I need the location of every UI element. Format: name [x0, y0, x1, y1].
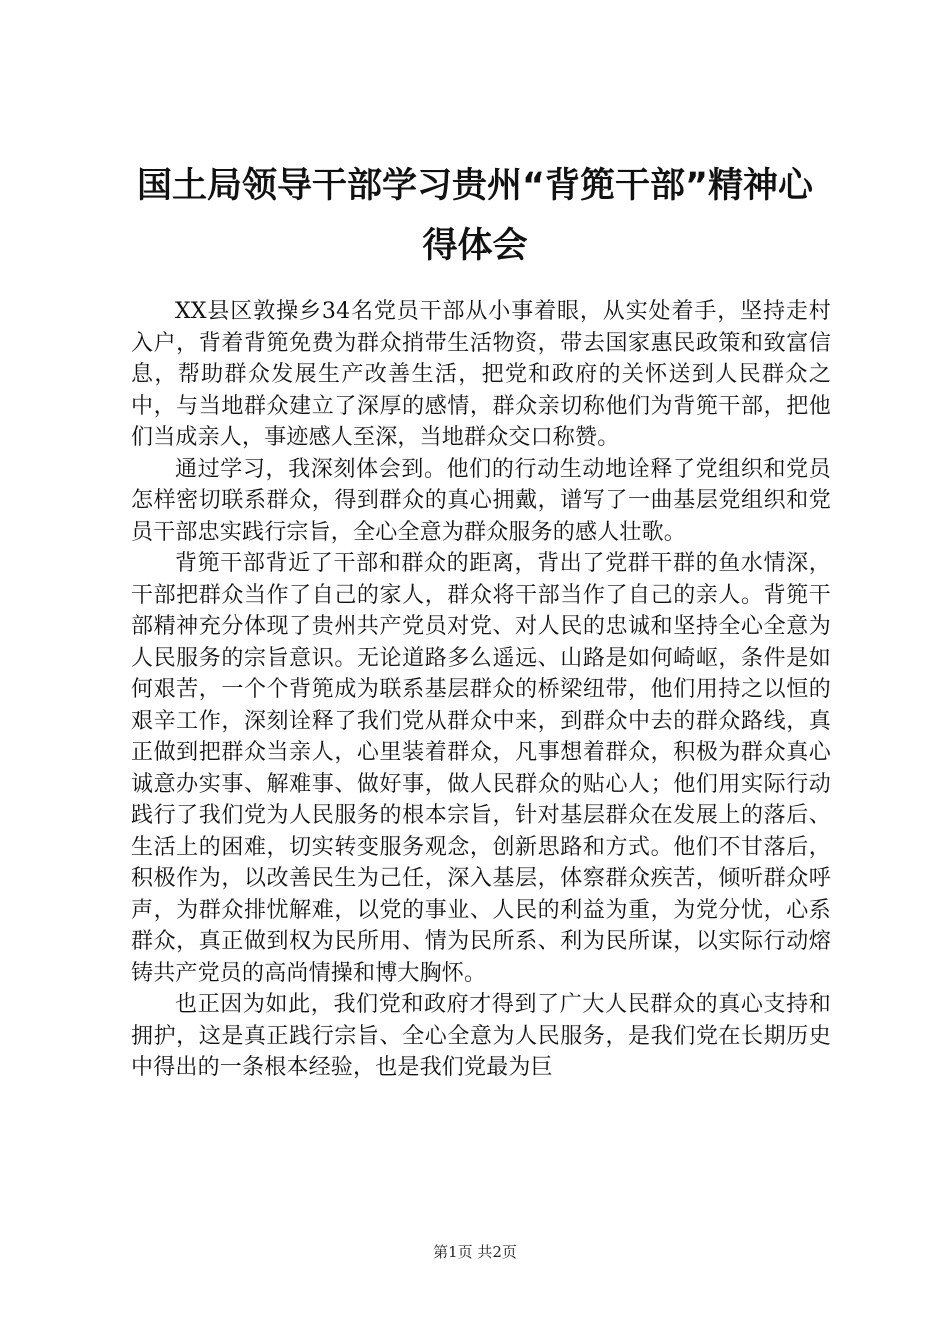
paragraph-4: 也正因为如此，我们党和政府才得到了广大人民群众的真心支持和拥护，这是真正践行宗旨、全心全意为人民服务，是我们党在长期历史中得出的一条根本经验，也是我们党最为巨 — [131, 992, 831, 1080]
document-title-line-2: 得体会 — [422, 226, 528, 266]
page-number-footer: 第1页 共2页 — [433, 1243, 517, 1261]
paragraph-1: XX县区敦操乡34名党员干部从小事着眼，从实处着手，坚持走村入户，背着背篼免费为群众捎带生活物资，带去国家惠民政策和致富信息，帮助群众发展生产改善生活，把党和政府的关怀送到人民群众之中，与当地群众建立了深厚的感情，群众亲切称他们为背篼干部，把他们当成亲人，事迹感人至深，当地群众交口称赞。 — [131, 299, 831, 450]
document-title-line-1: 国土局领导干部学习贵州“背篼干部”精神心 — [136, 166, 813, 206]
document-body — [131, 296, 831, 1084]
paragraph-2: 通过学习，我深刻体会到。他们的行动生动地诠释了党组织和党员怎样密切联系群众，得到群众的真心拥戴，谱写了一曲基层党组织和党员干部忠实践行宗旨，全心全意为群众服务的感人壮歌。 — [131, 456, 831, 545]
paragraph-3: 背篼干部背近了干部和群众的距离，背出了党群干群的鱼水情深，干部把群众当作了自己的家人，群众将干部当作了自己的亲人。背篼干部精神充分体现了贵州共产党员对党、对人民的忠诚和坚持全心全意为人民服务的宗旨意识。无论道路多么遥远、山路是如何崎岖，条件是如何艰苦，一个个背篼成为联系基层群众的桥梁纽带，他们用持之以恒的艰辛工作，深刻诠释了我们党从群众中来，到群众中去的群众路线，真正做到把群众当亲人，心里装着群众，凡事想着群众，积极为群众真心诚意办实事、解难事、做好事，做人民群众的贴心人；他们用实际行动践行了我们党为人民服务的根本宗旨，针对基层群众在发展上的落后、生活上的困难，切实转变服务观念，创新思路和方式。他们不甘落后，积极作为，以改善民生为己任，深入基层，体察群众疾苦，倾听群众呼声，为群众排忧解难，以党的事业、人民的利益为重，为党分忧，心系群众，真正做到权为民所用、情为民所系、利为民所谋，以实际行动熔铸共产党员的高尚情操和博大胸怀。 — [131, 551, 831, 986]
document-title — [110, 156, 840, 276]
